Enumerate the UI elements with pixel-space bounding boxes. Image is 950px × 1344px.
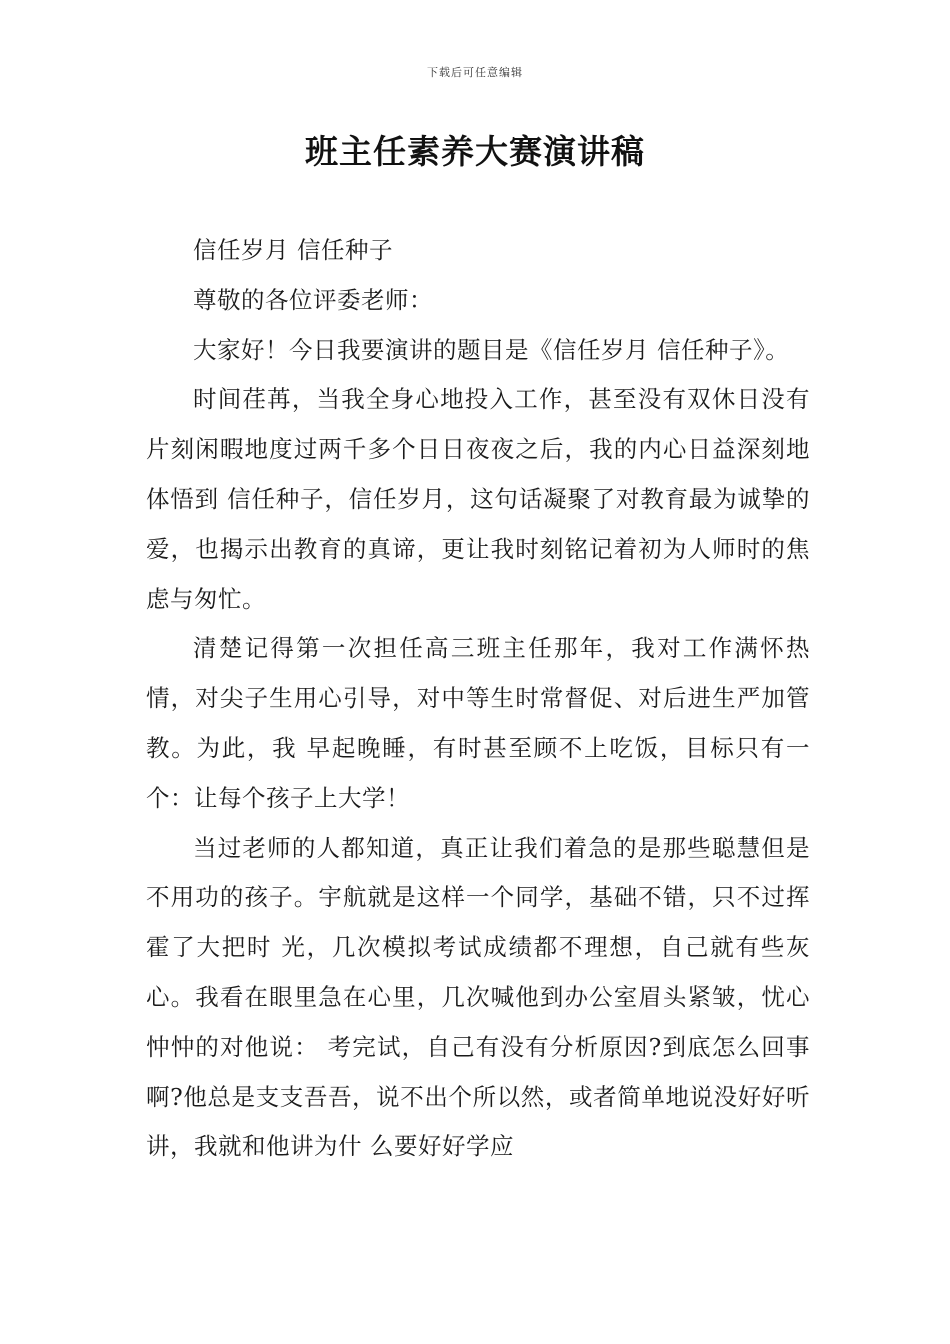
paragraph-body-2: 清楚记得第一次担任高三班主任那年，我对工作满怀热情，对尖子生用心引导，对中等生时常督促、对后进生严加管教。为此，我 早起晚睡，有时甚至顾不上吃饭，目标只有一个：让每个孩子上大学！: [146, 634, 810, 812]
document-body: [146, 226, 810, 1172]
paragraph-greeting: 大家好！今日我要演讲的题目是《信任岁月 信任种子》。: [193, 335, 790, 364]
paragraph-body-1: 时间荏苒，当我全身心地投入工作，甚至没有双休日没有片刻闲暇地度过两千多个日日夜夜之后，我的内心日益深刻地体悟到 信任种子，信任岁月，这句话凝聚了对教育最为诚挚的爱，也揭示出教育的真谛，更让我时刻铭记着初为人师时的焦虑与匆忙。: [146, 385, 810, 613]
paragraph-salutation: 尊敬的各位评委老师：: [193, 285, 433, 314]
paragraph-body-3: 当过老师的人都知道，真正让我们着急的是那些聪慧但是不用功的孩子。宇航就是这样一个同学，基础不错，只不过挥霍了大把时 光，几次模拟考试成绩都不理想，自己就有些灰心。我看在眼里急在心里，几次喊他到办公室眉头紧皱，忧心忡忡的对他说： 考完试，自己有没有分析原因?到底怎么回事啊?他总是支支吾吾，说不出个所以然，或者简单地说没好好听讲，我就和他讲为什 么要好好学应: [146, 833, 810, 1161]
page-header-note: 下载后可任意编辑: [427, 66, 523, 79]
document-title: 班主任素养大赛演讲稿: [305, 132, 645, 171]
paragraph-subtitle: 信任岁月 信任种子: [193, 236, 393, 264]
